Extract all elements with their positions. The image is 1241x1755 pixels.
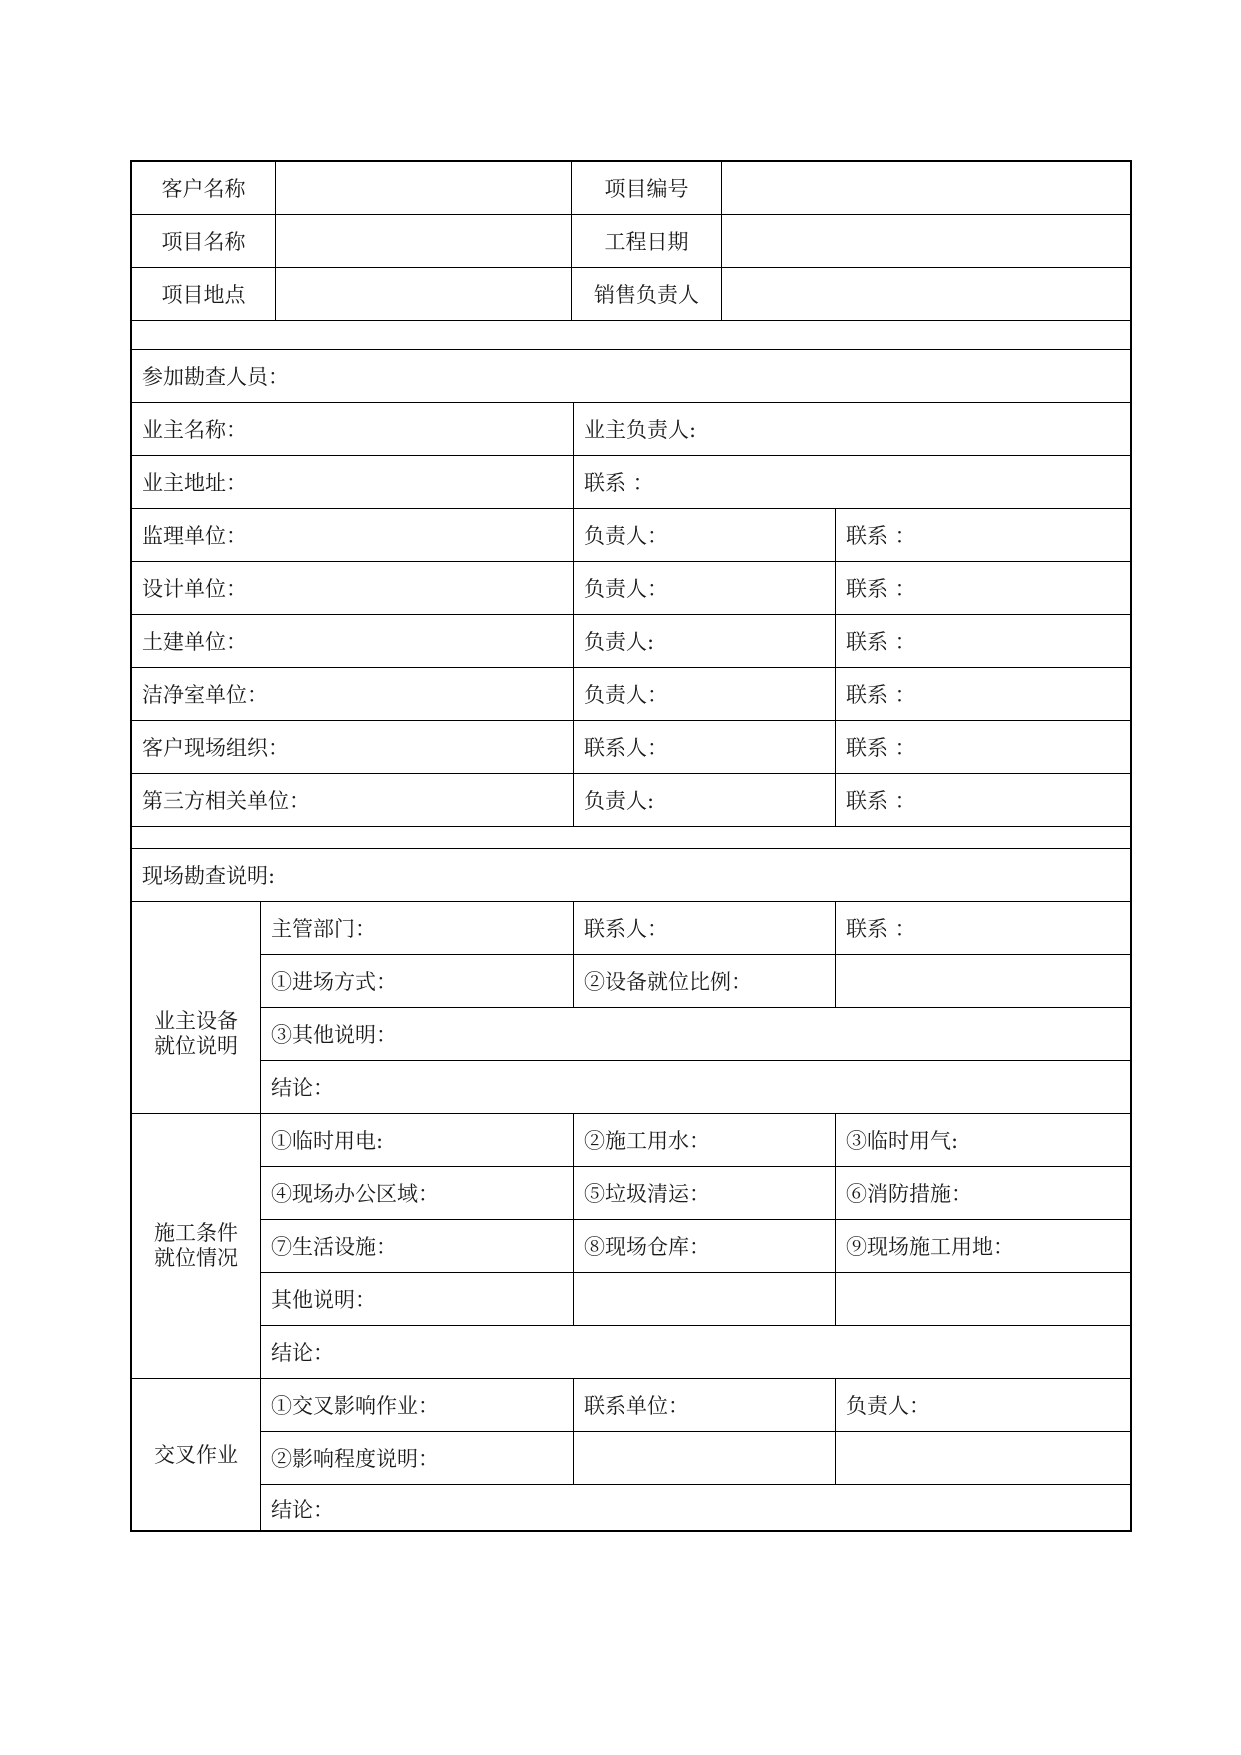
header-row xyxy=(132,214,1130,267)
equipment-conclusion-label: 结论： xyxy=(260,1061,1130,1113)
unit-label: 客户现场组织： xyxy=(142,736,289,760)
construction-title-text: 施工条件 就位情况 xyxy=(154,1221,238,1270)
construction-item: ⑥消防措施： xyxy=(835,1167,1130,1219)
project-location-field[interactable] xyxy=(275,268,571,320)
project-location-label: 项目地点 xyxy=(161,283,246,307)
construction-item: ②施工用水： xyxy=(573,1114,835,1166)
spacer-row xyxy=(132,826,1130,848)
unit-person-label: 负责人: xyxy=(573,774,835,826)
survey-form xyxy=(130,160,1132,1532)
unit-label: 土建单位： xyxy=(142,630,247,654)
equipment-contact-person-label: 联系人： xyxy=(573,902,835,954)
unit-row xyxy=(132,773,1130,826)
unit-person-label: 联系人： xyxy=(573,721,835,773)
survey-staff-label: 参加勘查人员： xyxy=(142,365,289,389)
construction-item: ⑧现场仓库： xyxy=(573,1220,835,1272)
equipment-row xyxy=(260,954,1130,1007)
equipment-ratio-label: ②设备就位比例： xyxy=(573,955,835,1007)
unit-contact-label: 联系 ： xyxy=(835,562,1130,614)
spacer-row xyxy=(132,320,1130,349)
site-desc-label: 现场勘查说明: xyxy=(142,864,276,888)
unit-contact-label: 联系 ： xyxy=(835,721,1130,773)
construction-item: ①临时用电: xyxy=(260,1114,573,1166)
construction-item: ③临时用气: xyxy=(835,1114,1130,1166)
survey-staff-row xyxy=(132,349,1130,402)
construction-item: ④现场办公区域： xyxy=(260,1167,573,1219)
equipment-entry-label: ①进场方式： xyxy=(260,955,573,1007)
equipment-other-label: ③其他说明： xyxy=(260,1008,1130,1060)
project-date-field[interactable] xyxy=(721,215,1130,267)
cross-degree-label: ②影响程度说明： xyxy=(260,1432,573,1484)
construction-row xyxy=(260,1272,1130,1325)
equipment-row xyxy=(260,901,1130,954)
unit-row xyxy=(132,614,1130,667)
equipment-dept-label: 主管部门： xyxy=(260,902,573,954)
project-number-label: 项目编号 xyxy=(571,162,721,214)
construction-item: ⑦生活设施： xyxy=(260,1220,573,1272)
site-desc-row xyxy=(132,848,1130,901)
unit-contact-label: 联系 ： xyxy=(835,668,1130,720)
customer-name-label: 客户名称 xyxy=(161,177,246,201)
construction-row xyxy=(260,1219,1130,1272)
cross-degree-field[interactable] xyxy=(573,1432,835,1484)
construction-row xyxy=(260,1325,1130,1378)
owner-address-label: 业主地址： xyxy=(142,471,247,495)
unit-row xyxy=(132,561,1130,614)
owner-name-label: 业主名称： xyxy=(142,418,247,442)
unit-row xyxy=(132,508,1130,561)
cross-unit-label: 联系单位： xyxy=(573,1379,835,1431)
construction-row xyxy=(260,1166,1130,1219)
header-row xyxy=(132,162,1130,214)
owner-manager-label: 业主负责人: xyxy=(573,403,1130,455)
unit-label: 设计单位： xyxy=(142,577,247,601)
cross-conclusion-label: 结论： xyxy=(260,1485,1130,1532)
cross-block xyxy=(132,1378,1130,1532)
construction-other-field[interactable] xyxy=(835,1273,1130,1325)
unit-label: 监理单位： xyxy=(142,524,247,548)
unit-person-label: 负责人： xyxy=(573,509,835,561)
project-number-field[interactable] xyxy=(721,162,1130,214)
unit-row xyxy=(132,720,1130,773)
construction-other-field[interactable] xyxy=(573,1273,835,1325)
owner-contact-label: 联系 ： xyxy=(573,456,1130,508)
equipment-row xyxy=(260,1007,1130,1060)
unit-label: 洁净室单位： xyxy=(142,683,268,707)
unit-contact-label: 联系 ： xyxy=(835,509,1130,561)
equipment-ratio-field[interactable] xyxy=(835,955,1130,1007)
construction-other-label: 其他说明： xyxy=(260,1273,573,1325)
header-row xyxy=(132,267,1130,320)
project-name-label: 项目名称 xyxy=(161,230,246,254)
owner-row xyxy=(132,402,1130,455)
project-name-field[interactable] xyxy=(275,215,571,267)
construction-row xyxy=(260,1113,1130,1166)
cross-row xyxy=(260,1484,1130,1532)
project-date-label: 工程日期 xyxy=(571,215,721,267)
unit-person-label: 负责人： xyxy=(573,562,835,614)
construction-conclusion-label: 结论： xyxy=(260,1326,1130,1378)
equipment-row xyxy=(260,1060,1130,1113)
construction-item: ⑤垃圾清运： xyxy=(573,1167,835,1219)
unit-row xyxy=(132,667,1130,720)
cross-row xyxy=(260,1378,1130,1431)
equipment-title-text: 业主设备 就位说明 xyxy=(154,1009,238,1058)
cross-impact-label: ①交叉影响作业： xyxy=(260,1379,573,1431)
unit-contact-label: 联系 ： xyxy=(835,774,1130,826)
construction-title xyxy=(132,1113,260,1378)
unit-person-label: 负责人： xyxy=(573,668,835,720)
cross-degree-field[interactable] xyxy=(835,1432,1130,1484)
customer-name-field[interactable] xyxy=(275,162,571,214)
unit-label: 第三方相关单位： xyxy=(142,789,310,813)
cross-title: 交叉作业 xyxy=(132,1378,260,1532)
cross-person-label: 负责人： xyxy=(835,1379,1130,1431)
cross-row xyxy=(260,1431,1130,1484)
equipment-contact-label: 联系 ： xyxy=(835,902,1130,954)
construction-block xyxy=(132,1113,1130,1378)
sales-manager-label: 销售负责人 xyxy=(571,268,721,320)
owner-row xyxy=(132,455,1130,508)
construction-item: ⑨现场施工用地： xyxy=(835,1220,1130,1272)
sales-manager-field[interactable] xyxy=(721,268,1130,320)
unit-contact-label: 联系 ： xyxy=(835,615,1130,667)
unit-person-label: 负责人: xyxy=(573,615,835,667)
